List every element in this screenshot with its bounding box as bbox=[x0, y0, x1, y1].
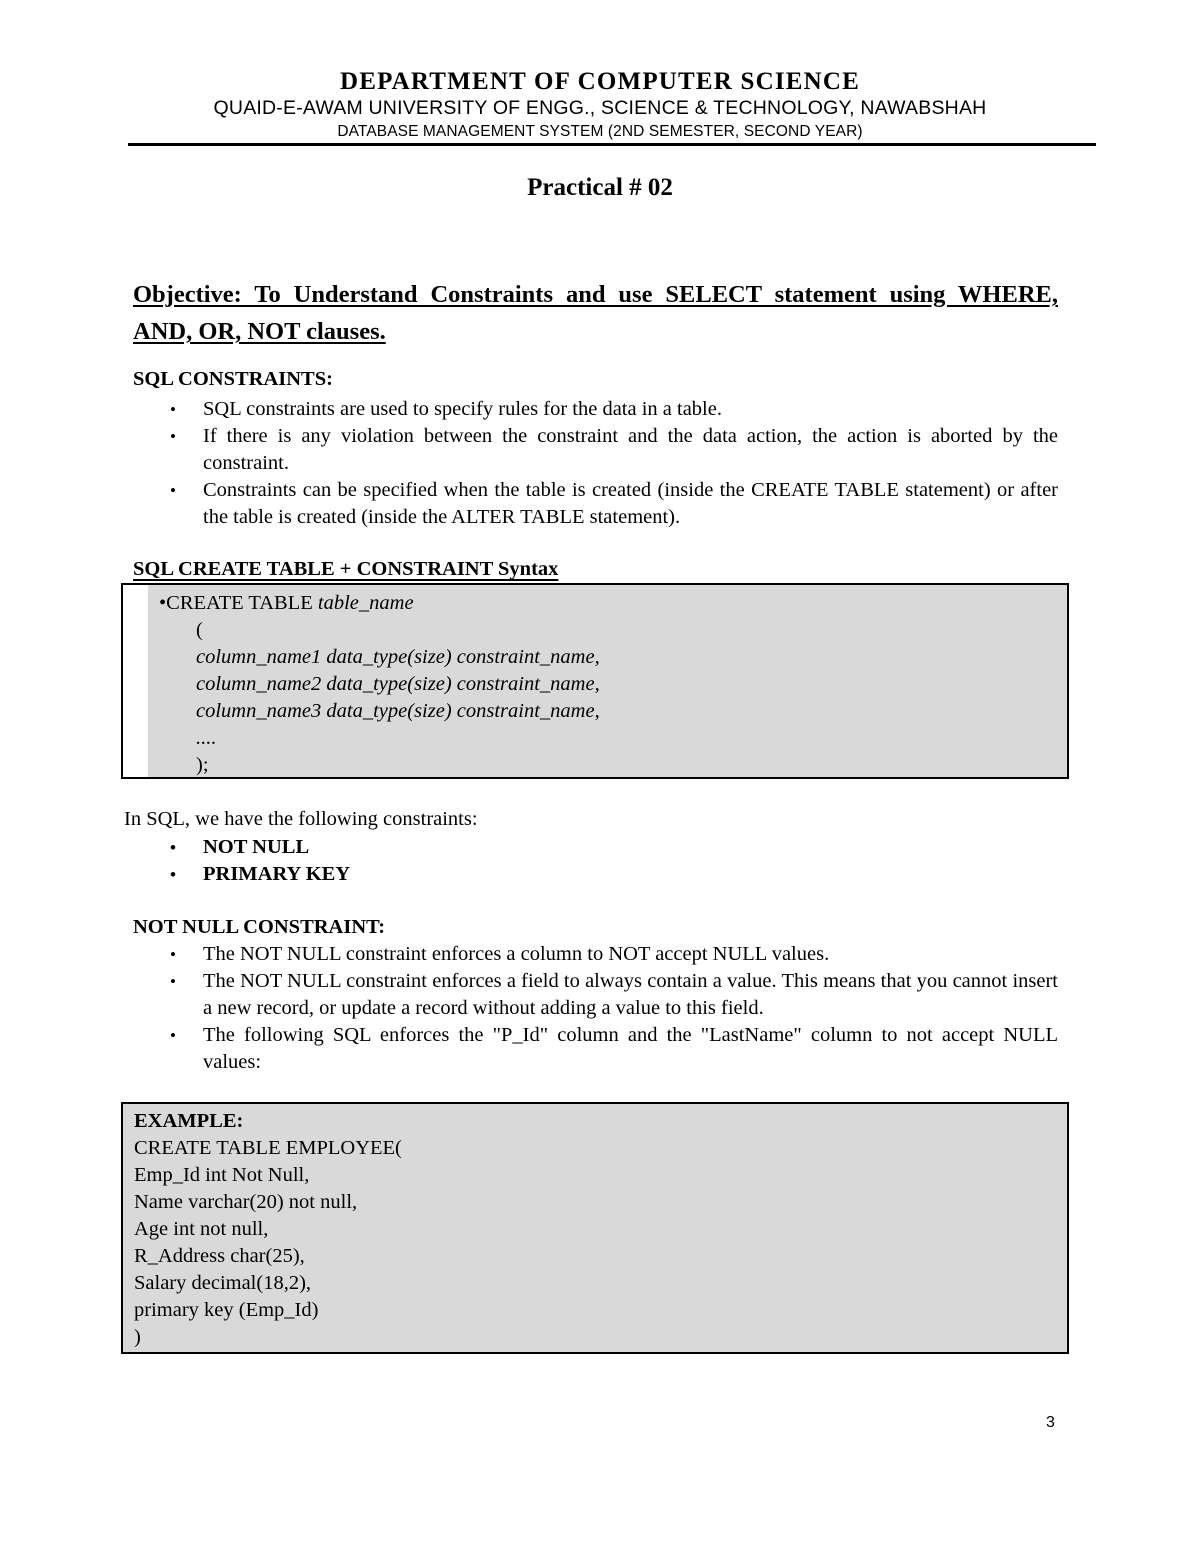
list-item-text: If there is any violation between the constraint and the data action, the action is aborted by the constraint. bbox=[203, 425, 1058, 474]
syntax-heading: SQL CREATE TABLE + CONSTRAINT Syntax bbox=[133, 558, 559, 580]
list-item-text: The NOT NULL constraint enforces a field to always contain a value. This means that you cannot insert a new record, or update a record without adding a value to this field. bbox=[203, 970, 1058, 1019]
bullet-icon: • bbox=[170, 400, 176, 419]
syntax-code-box bbox=[121, 583, 1069, 779]
course-name: DATABASE MANAGEMENT SYSTEM (2ND SEMESTER, SECOND YEAR) bbox=[337, 123, 863, 140]
bullet-icon: • bbox=[170, 865, 176, 884]
list-item-text: The NOT NULL constraint enforces a column to NOT accept NULL values. bbox=[203, 943, 830, 965]
not-null-list bbox=[170, 941, 1058, 1076]
bullet-icon: • bbox=[170, 1026, 176, 1045]
bullet-icon: • bbox=[170, 481, 176, 500]
constraints-intro: In SQL, we have the following constraints: bbox=[124, 808, 478, 830]
sql-constraints-heading: SQL CONSTRAINTS: bbox=[133, 368, 333, 390]
list-item bbox=[170, 834, 1058, 861]
example-heading: EXAMPLE: bbox=[134, 1110, 244, 1132]
constraint-types-list bbox=[170, 834, 1058, 888]
not-null-heading: NOT NULL CONSTRAINT: bbox=[133, 916, 386, 938]
example-code-line: Salary decimal(18,2), bbox=[134, 1272, 312, 1294]
bullet-icon: • bbox=[170, 427, 176, 446]
syntax-column-line: column_name1 data_type(size) constraint_name, bbox=[196, 646, 600, 668]
syntax-column-line: column_name2 data_type(size) constraint_name, bbox=[196, 673, 600, 695]
list-item bbox=[170, 968, 1058, 1022]
bullet-icon: • bbox=[170, 945, 176, 964]
list-item bbox=[170, 861, 1058, 888]
example-code-line: Emp_Id int Not Null, bbox=[134, 1164, 310, 1186]
list-item bbox=[170, 423, 1058, 477]
practical-title: Practical # 02 bbox=[527, 174, 673, 201]
list-item-text: NOT NULL bbox=[203, 836, 310, 858]
example-code-line: primary key (Emp_Id) bbox=[134, 1299, 319, 1321]
list-item-text: SQL constraints are used to specify rules for the data in a table. bbox=[203, 398, 722, 420]
bullet-icon: • bbox=[170, 972, 176, 991]
university-name: QUAID-E-AWAM UNIVERSITY OF ENGG., SCIENCE & TECHNOLOGY, NAWABSHAH bbox=[213, 97, 987, 119]
syntax-close: ); bbox=[196, 754, 209, 776]
department-title: DEPARTMENT OF COMPUTER SCIENCE bbox=[339, 68, 861, 95]
table-name-placeholder: table_name bbox=[317, 592, 414, 614]
example-code-box bbox=[121, 1102, 1069, 1354]
syntax-box-margin bbox=[123, 585, 148, 777]
list-item-text: Constraints can be specified when the table is created (inside the CREATE TABLE statement) or after the table is created (inside the ALTER TABLE statement). bbox=[203, 479, 1058, 528]
example-code-line: R_Address char(25), bbox=[134, 1245, 305, 1267]
list-item bbox=[170, 477, 1058, 531]
syntax-open-paren: ( bbox=[196, 619, 203, 641]
example-code-line: Age int not null, bbox=[134, 1218, 269, 1240]
list-item bbox=[170, 1022, 1058, 1076]
list-item bbox=[170, 396, 1058, 423]
list-item-text: PRIMARY KEY bbox=[203, 863, 351, 885]
example-code-line: Name varchar(20) not null, bbox=[134, 1191, 358, 1213]
list-item-text: The following SQL enforces the "P_Id" column and the "LastName" column to not accept NULL values: bbox=[203, 1024, 1058, 1073]
syntax-ellipsis: .... bbox=[196, 727, 217, 749]
sql-constraints-list bbox=[170, 396, 1058, 531]
header-divider bbox=[128, 143, 1096, 146]
syntax-column-line: column_name3 data_type(size) constraint_name, bbox=[196, 700, 600, 722]
example-code-line: ) bbox=[134, 1326, 141, 1348]
syntax-line-create bbox=[159, 590, 414, 617]
example-code-line: CREATE TABLE EMPLOYEE( bbox=[134, 1137, 402, 1159]
page-number: 3 bbox=[1046, 1414, 1055, 1431]
create-keyword: •CREATE TABLE bbox=[159, 592, 318, 614]
list-item bbox=[170, 941, 1058, 968]
bullet-icon: • bbox=[170, 838, 176, 857]
objective-text: Objective: To Understand Constraints and use SELECT statement using WHERE, AND, OR, NOT clauses. bbox=[133, 281, 1058, 345]
